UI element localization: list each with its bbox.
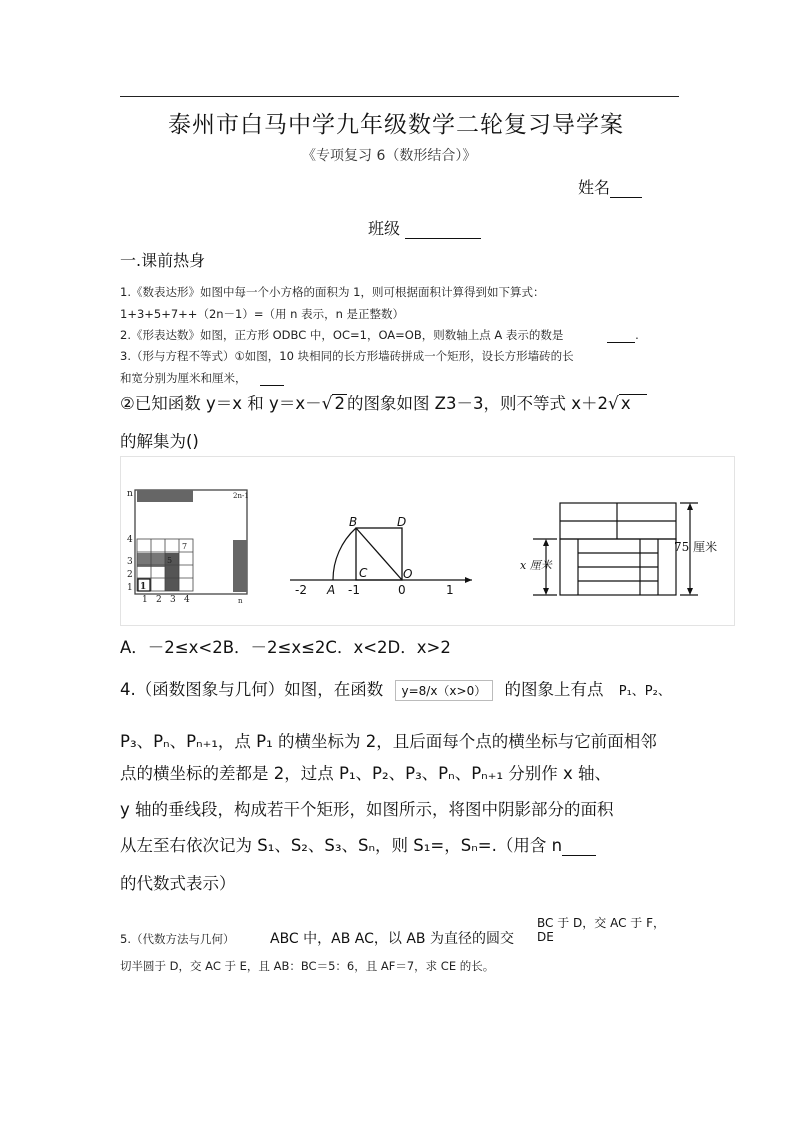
grid-top-right-label: 2n-1 [233, 492, 249, 500]
grid-x-label: 4 [184, 595, 190, 605]
section-heading: 一.课前热身 [120, 251, 206, 270]
grid-x-label: 2 [156, 595, 162, 605]
brick-height-label: 75 厘米 [674, 540, 718, 554]
point-b-label: B [349, 515, 358, 529]
name-blank [610, 183, 642, 198]
problem-4-line-6: 的代数式表示） [120, 874, 236, 893]
axis-tick-label: 0 [398, 583, 406, 597]
axis-tick-label: -1 [348, 583, 360, 597]
answer-blank [562, 841, 596, 856]
grid-top-left-label: n [127, 489, 133, 499]
problem-4-line-5: 从左至右依次记为 S₁、S₂、S₃、Sₙ，则 S₁=，Sₙ=.（用含 n [120, 832, 596, 856]
axis-tick-label: 1 [446, 583, 454, 597]
problem-4-line-3: 点的横坐标的差都是 2，过点 P₁、P₂、P₃、Pₙ、Pₙ₊₁ 分别作 x 轴、 [120, 764, 612, 783]
problem-5-right-1: BC 于 D，交 AC 于 F， [537, 916, 665, 930]
problem-5-main: ABC 中，AB AC，以 AB 为直径的圆交 [270, 931, 514, 947]
problem-1-line-1: 1.《数表达形》如图中每一个小方格的面积为 1，则可根据面积计算得到如下算式： [120, 285, 545, 299]
problem-2: 2.《形表达数》如图，正方形 ODBC 中，OC=1，OA=OB，则数轴上点 A 表示的数是 . [120, 328, 639, 342]
brick-side-label: x 厘米 [520, 559, 552, 572]
point-c-label: C [359, 566, 368, 580]
class-blank [405, 224, 481, 239]
answer-options: A．－2≤x<2B．－2≤x≤2C．x<2D．x>2 [120, 638, 451, 657]
grid-cell-label: 1 [140, 582, 147, 592]
problem-3-line-2: 和宽分别为厘米和厘米， [120, 370, 284, 386]
header-rule [120, 96, 679, 97]
problem-5-right-2: DE [537, 930, 554, 944]
point-o-label: O [403, 567, 413, 581]
problem-1-line-2: 1+3+5+7++（2n－1）=（用 n 表示，n 是正整数） [120, 307, 405, 321]
grid-figure [127, 489, 249, 605]
figure-strip [120, 456, 735, 626]
function-formula: y=8/x（x>0） [395, 680, 494, 701]
problem-4-line-1: 4.（函数图象与几何）如图，在函数 y=8/x（x>0） 的图象上有点 P₁、P₂、 [120, 680, 671, 699]
grid-cell-label: 5 [167, 556, 173, 565]
square-arc-figure [290, 515, 472, 597]
grid-cell-label: 7 [182, 542, 188, 551]
name-label: 姓名 [578, 178, 611, 197]
class-field [368, 216, 481, 239]
problem-5-line-2: 切半圆于 D，交 AC 于 E，且 AB：BC＝5：6，且 AF＝7，求 CE 的长。 [120, 959, 495, 973]
problem-3-part-2-line-2: 的解集为() [120, 432, 199, 451]
grid-x-label: 3 [170, 595, 176, 605]
grid-y-label: 4 [127, 535, 133, 545]
point-a-label: A [327, 583, 336, 597]
name-field [578, 175, 642, 198]
problem-4-line-2: P₃、Pₙ、Pₙ₊₁，点 P₁ 的横坐标为 2，且后面每个点的横坐标与它前面相邻 [120, 732, 657, 751]
answer-blank [607, 331, 635, 343]
problem-3-part-2: ②已知函数 y＝x 和 y＝x－√ 2 的图象如图 Z3－3，则不等式 x＋2√ x [120, 390, 647, 414]
point-d-label: D [397, 515, 407, 529]
grid-y-label: 2 [127, 570, 133, 580]
problem-3-line-1: 3.（形与方程不等式）①如图，10 块相同的长方形墙砖拼成一个矩形，设长方形墙砖的长 [120, 349, 574, 363]
grid-x-label: 1 [142, 595, 148, 605]
class-label: 班级 [368, 219, 401, 238]
problem-4-line-4: y 轴的垂线段，构成若干个矩形，如图所示，将图中阴影部分的面积 [120, 800, 614, 819]
grid-y-label: 3 [127, 557, 133, 567]
page-subtitle: 《专项复习 6（数形结合）》 [302, 148, 477, 164]
grid-y-label: 1 [127, 583, 133, 593]
axis-tick-label: -2 [295, 583, 307, 597]
answer-blank [260, 374, 284, 386]
page-title: 泰州市白马中学九年级数学二轮复习导学案 [168, 112, 624, 138]
problem-5-label: 5.（代数方法与几何） [120, 932, 235, 946]
grid-bottom-right-label: n [238, 597, 243, 605]
